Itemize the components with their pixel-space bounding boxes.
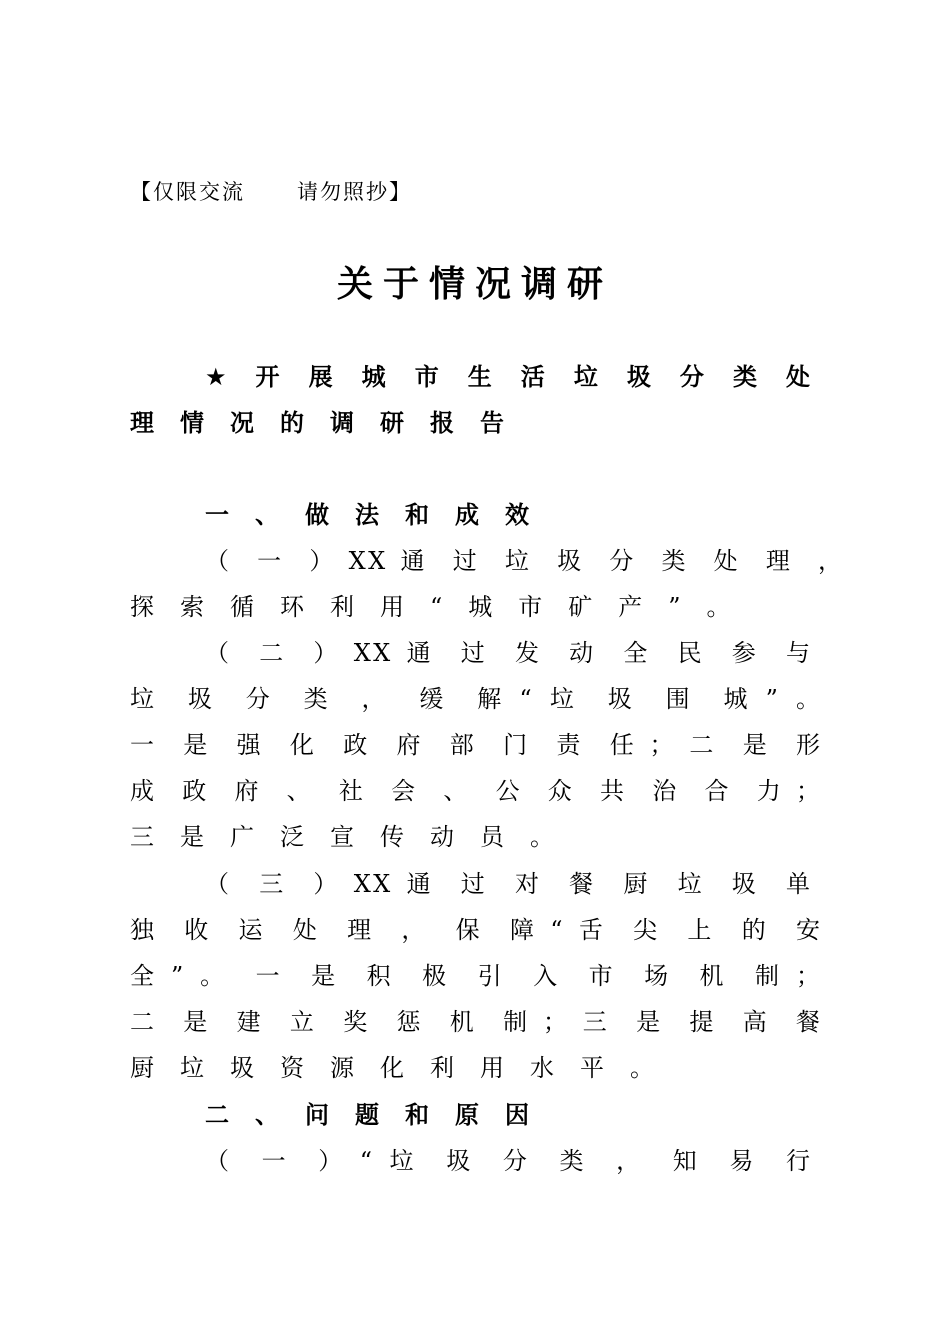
paragraph-line: 厨垃圾资源化利用水平。	[130, 1054, 680, 1082]
paragraph-line: 二 是 建 立 奖 惩 机 制 ； 三 是 提 高 餐	[130, 1008, 820, 1036]
paragraph-line: 全 ” 。 一 是 积 极 引 入 市 场 机 制 ；	[130, 962, 820, 990]
paragraph-line: 三是广泛宣传动员。	[130, 823, 580, 851]
paragraph-line: 成 政 府 、 社 会 、 公 众 共 治 合 力 ；	[130, 777, 820, 805]
report-title-line-2: 理情况的调研报告	[130, 409, 530, 437]
paragraph-line: 一 是 强 化 政 府 部 门 责 任 ； 二 是 形	[130, 731, 820, 759]
section-heading-1: 一、做法和成效	[205, 501, 555, 529]
paragraph-line: （ 三 ） X X 通 过 对 餐 厨 垃 圾 单	[205, 870, 810, 898]
paragraph-line: 探索循环利用“城市矿产”。	[130, 593, 757, 621]
section-heading-2: 二、问题和原因	[205, 1101, 555, 1129]
paragraph-line: 垃 圾 分 类 ， 缓 解 “ 垃 圾 围 城 ” 。	[130, 685, 820, 713]
paragraph-line: （ 一 ） “ 垃 圾 分 类 ， 知 易 行	[205, 1147, 810, 1175]
report-title-line-1: ★ 开 展 城 市 生 活 垃 圾 分 类 处	[205, 363, 810, 391]
document-title: 关于情况调研	[336, 263, 613, 305]
paragraph-line: （ 二 ） X X 通 过 发 动 全 民 参 与	[205, 639, 810, 667]
watermark-notice: 【仅限交流 请勿照抄】	[130, 180, 413, 204]
paragraph-line: （ 一 ） X X 通 过 垃 圾 分 类 处 理 ，	[205, 547, 842, 575]
paragraph-line: 独 收 运 处 理 ， 保 障 “ 舌 尖 上 的 安	[130, 916, 820, 944]
